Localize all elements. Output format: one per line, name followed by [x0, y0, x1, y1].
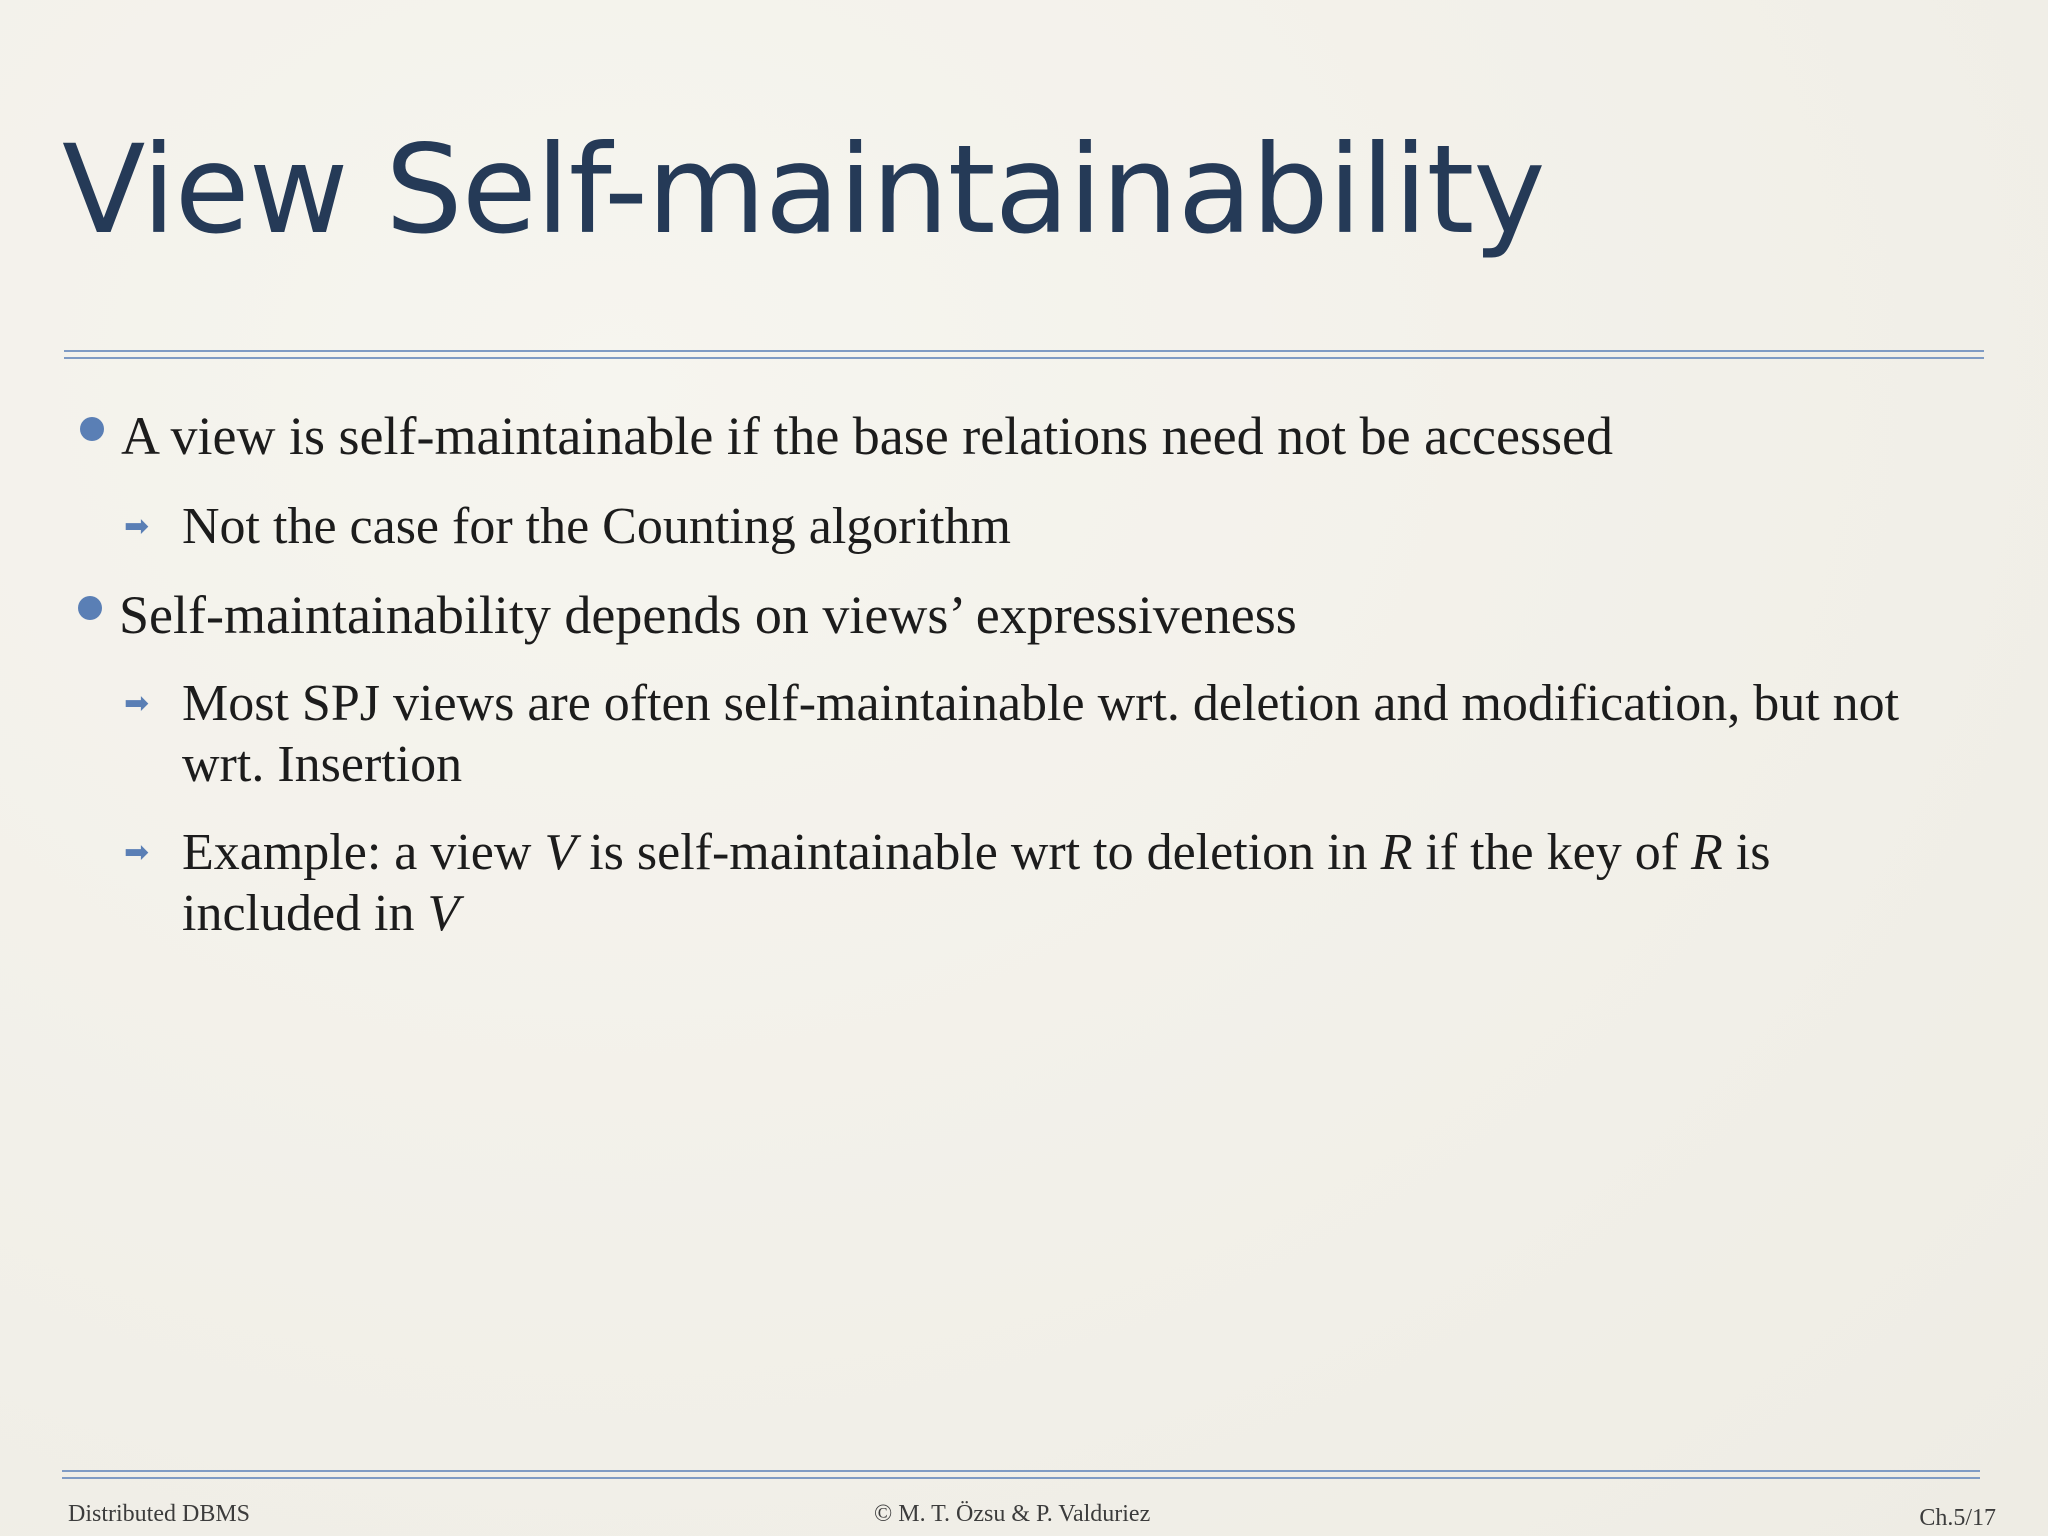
text-segment: is self-maintainable wrt to deletion in: [576, 824, 1381, 881]
math-variable: R: [1380, 824, 1413, 881]
sub-bullet-text: Most SPJ views are often self-maintainable wrt. deletion and modification, but not wrt. Insertion: [182, 675, 1900, 793]
math-variable: V: [427, 885, 460, 942]
right-arrow-icon: ➡: [124, 835, 150, 870]
math-variable: V: [544, 824, 577, 881]
title-divider-secondary: [64, 357, 1984, 359]
math-variable: R: [1691, 824, 1723, 881]
right-arrow-icon: ➡: [124, 509, 150, 544]
title-divider: [64, 350, 1984, 352]
footer-course-name: Distributed DBMS: [68, 1501, 251, 1527]
text-segment: if the key of: [1412, 824, 1692, 881]
footer-divider-secondary: [62, 1477, 1980, 1479]
footer-copyright: © M. T. Özsu & P. Valduriez: [874, 1501, 1151, 1527]
text-segment: is included in: [182, 824, 1771, 942]
right-arrow-icon: ➡: [124, 686, 150, 721]
bullet-item: [119, 584, 1297, 646]
sub-bullet-text: Not the case for the Counting algorithm: [182, 498, 1011, 555]
bullet-item: [121, 405, 1613, 467]
sub-bullet-item: [124, 496, 1011, 557]
text-segment: Example: a view: [182, 824, 545, 881]
bullet-dot-icon: [80, 417, 104, 441]
slide-title: View Self-maintainability: [62, 119, 1545, 261]
sub-bullet-text: [182, 824, 1770, 942]
bullet-dot-icon: [78, 596, 102, 620]
bullet-text: Self-maintainability depends on views’ expressiveness: [119, 585, 1297, 645]
sub-bullet-item: [124, 822, 1942, 944]
bullet-text: A view is self-maintainable if the base relations need not be accessed: [121, 406, 1613, 466]
sub-bullet-item: [124, 673, 1982, 795]
footer-divider: [62, 1470, 1980, 1472]
footer-slide-number: Ch.5/17: [1919, 1505, 1996, 1531]
